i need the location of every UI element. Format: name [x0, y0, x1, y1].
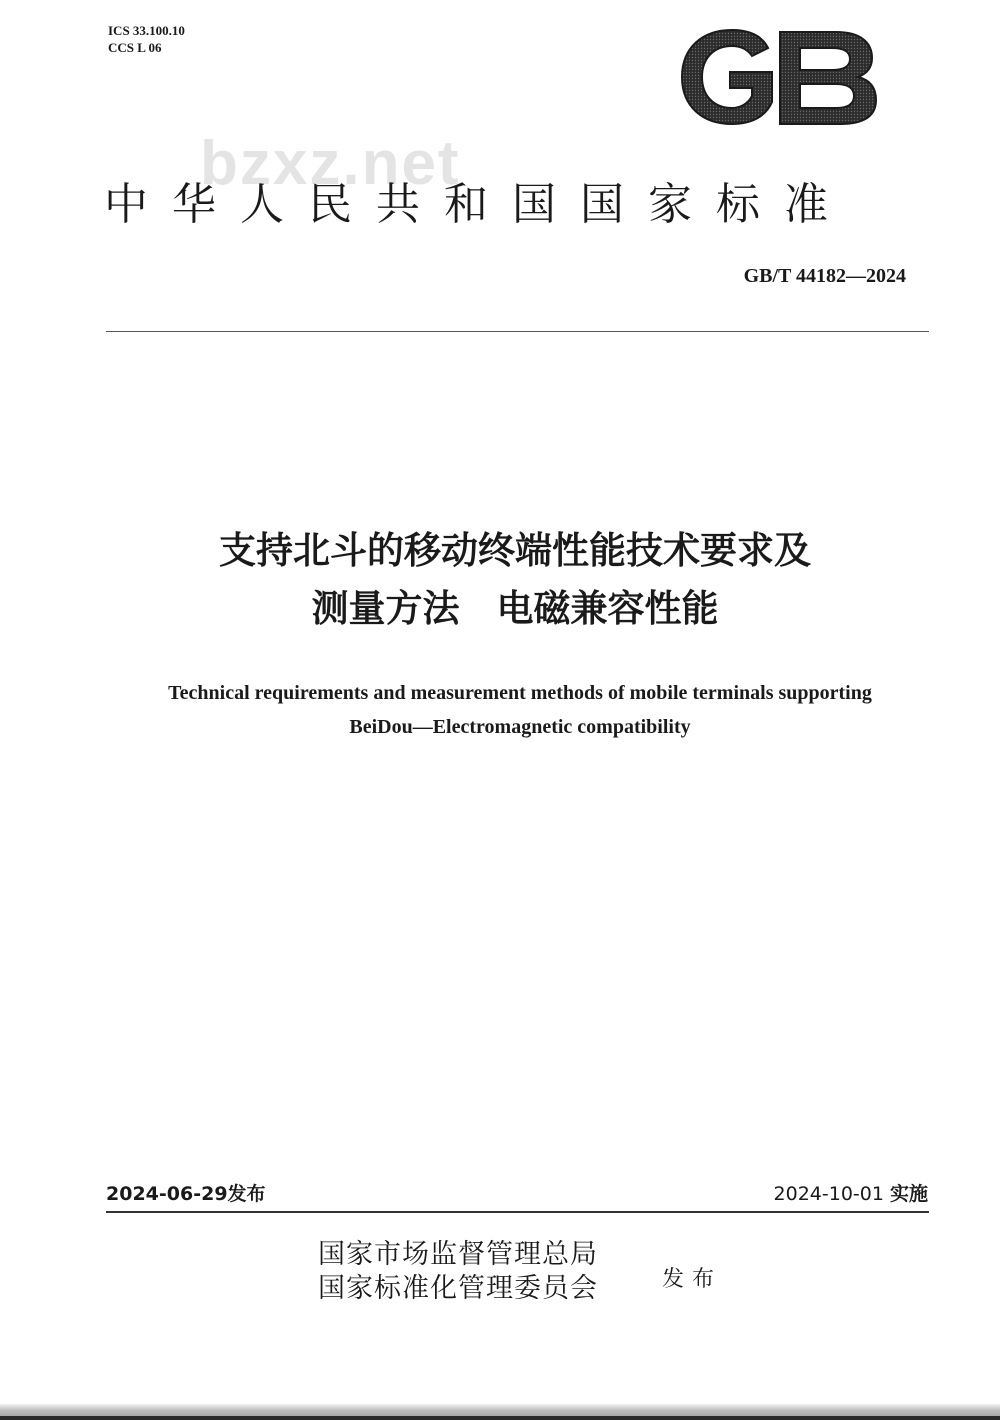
gb-logo — [676, 26, 880, 128]
page-bottom-edge — [0, 1404, 1000, 1420]
national-standard-heading: 中华人民共和国国家标准 — [104, 179, 852, 230]
watermark-text: bzxz.net — [200, 129, 461, 198]
implementation-date-value: 2024-10-01 — [773, 1183, 890, 1205]
publisher-sac: 国家标准化管理委员会 — [318, 1273, 598, 1304]
title-english-line1: Technical requirements and measurement methods of mobile terminals supporting — [168, 682, 872, 704]
publishers — [318, 1238, 598, 1306]
top-divider — [106, 331, 929, 332]
title-english-line2: BeiDou—Electromagnetic compatibility — [349, 716, 691, 738]
publish-label: 发布 — [662, 1267, 723, 1292]
implementation-label: 实施 — [889, 1183, 928, 1205]
ccs-code: CCS L 06 — [108, 40, 162, 55]
title-chinese-line2: 测量方法 电磁兼容性能 — [311, 587, 719, 630]
standard-number: GB/T 44182—2024 — [743, 265, 906, 287]
implementation-date — [774, 1179, 928, 1206]
issue-date: 2024-06-29发布 — [106, 1183, 266, 1205]
publisher-samr: 国家市场监督管理总局 — [318, 1239, 598, 1270]
title-english — [100, 676, 940, 744]
title-chinese-line1: 支持北斗的移动终端性能技术要求及 — [219, 529, 811, 572]
title-chinese — [0, 522, 1000, 638]
bottom-divider — [106, 1211, 929, 1213]
ics-code: ICS 33.100.10 — [108, 23, 185, 38]
classification-codes — [108, 22, 185, 56]
